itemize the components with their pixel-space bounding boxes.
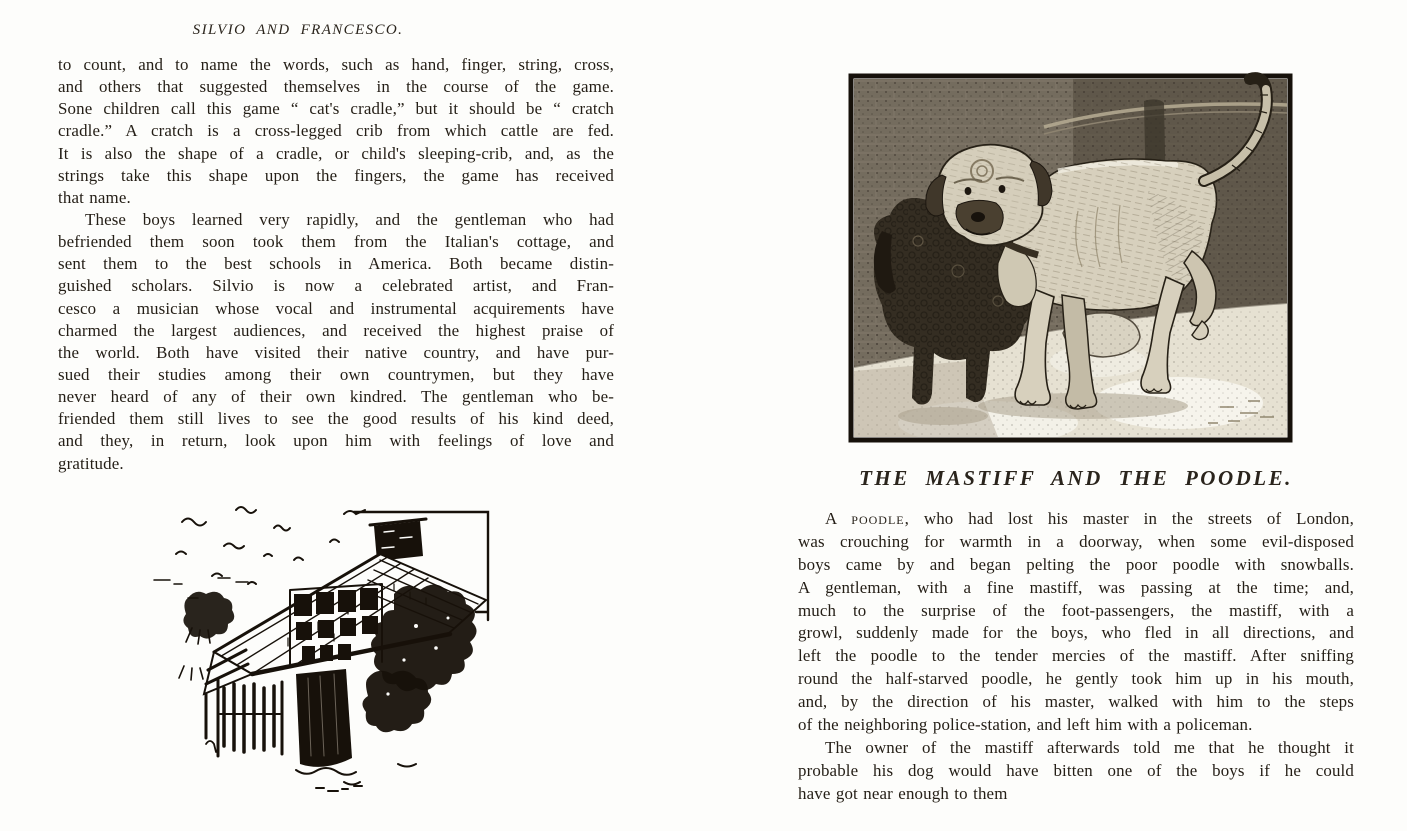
text-line: that name. (58, 187, 131, 207)
text-line: A poodle, who had lost his master in the streets of London, (825, 509, 1354, 528)
text-line: befriended them soon took them from the Italian's cottage, and (58, 232, 614, 252)
text-line: boys came by and began pelting the poor poodle with snowballs. (798, 554, 1354, 574)
text-line: growl, suddenly made for the boys, who fled in all directions, and (798, 623, 1354, 643)
text-line: strings take this shape upon the fingers, the game has received (58, 165, 614, 185)
text-line: probable his dog would have bitten one of the boys if he could (798, 760, 1354, 780)
text-line: cesco a musician whose vocal and instrumental acquirements have (58, 298, 614, 318)
text-line: The owner of the mastiff afterwards told me that he thought it (825, 737, 1354, 757)
text-line: and others that suggested themselves in the course of the game. (58, 77, 614, 97)
text-line: Sone children call this game “ cat's cradle,” but it should be “ cratch (58, 99, 614, 119)
text-line: These boys learned very rapidly, and the gentleman who had (85, 209, 614, 229)
text-line: guished scholars. Silvio is now a celebrated artist, and Fran- (58, 276, 614, 296)
text-line: of the neighboring police-station, and left him with a policeman. (798, 715, 1253, 735)
story-title: THE MASTIFF AND THE POODLE. (859, 466, 1293, 490)
text-line: sued their studies among their own countrymen, but they have (58, 364, 614, 384)
text-line: sent them to the best schools in America. Both became distin- (58, 254, 614, 274)
text-line: never heard of any of their own kindred. The gentleman who be- (58, 387, 614, 407)
text-line: friended them still lives to see the good results of his kind deed, (58, 409, 614, 429)
text-line: much to the surprise of the foot-passengers, the mastiff, with a (798, 600, 1354, 620)
text-line: It is also the shape of a cradle, or child's sleeping-crib, and, as the (58, 143, 614, 163)
text-line: to count, and to name the words, such as hand, finger, string, cross, (58, 55, 614, 74)
text-line: was crouching for warmth in a doorway, when some evil-disposed (798, 531, 1354, 551)
text-line: the world. Both have visited their native country, and have pur- (58, 342, 614, 362)
running-head: SILVIO AND FRANCESCO. (192, 22, 404, 38)
text-line: left the poodle to the tender mercies of the mastiff. After sniffing (798, 646, 1354, 666)
text-line: have got near enough to them (798, 783, 1008, 803)
text-line: and they, in return, look upon him with feelings of love and (58, 431, 614, 451)
text-line: and, by the direction of his master, walked with him to the steps (798, 692, 1354, 712)
text-line: gratitude. (58, 453, 124, 473)
text-line: cradle.” A cratch is a cross-legged crib from which cattle are fed. (58, 121, 614, 141)
text-line: A gentleman, with a fine mastiff, was passing at the time; and, (798, 577, 1354, 597)
text-line: charmed the largest audiences, and received the highest praise of (58, 320, 614, 340)
text-line: round the half-starved poodle, he gently took him up in his mouth, (798, 669, 1354, 689)
right-body-text (798, 508, 1354, 806)
mastiff-poodle-illustration (848, 71, 1293, 445)
